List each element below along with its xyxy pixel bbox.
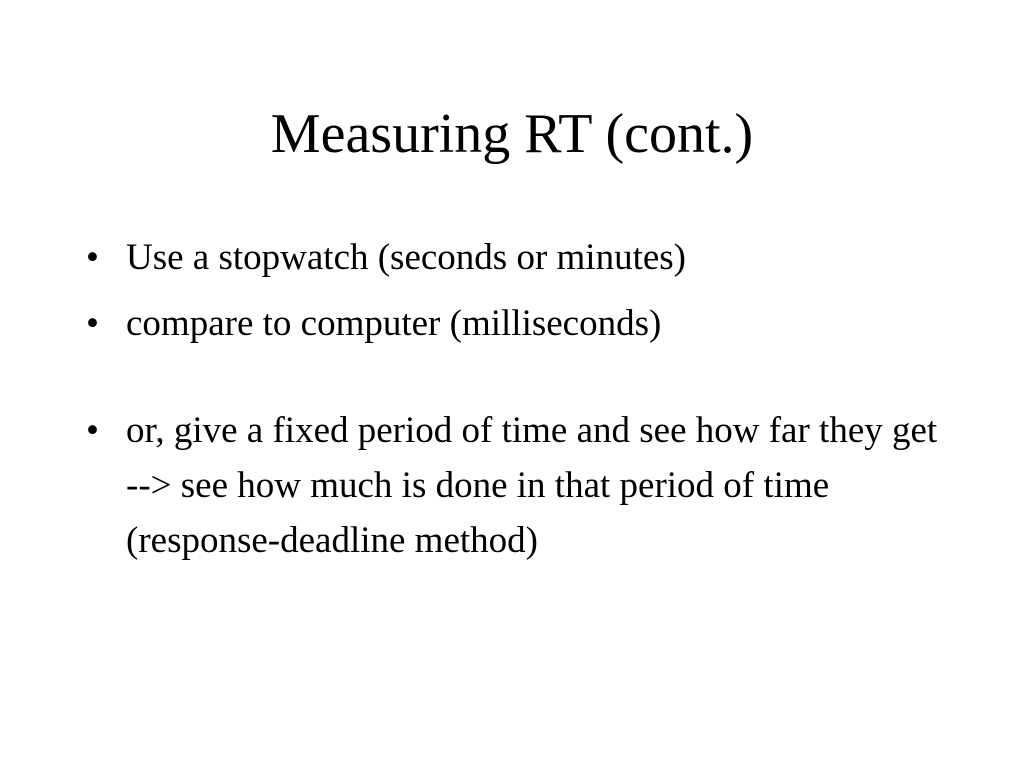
slide-title: Measuring RT (cont.) xyxy=(270,103,754,165)
bullet-text: Use a stopwatch (seconds or minutes) xyxy=(126,237,687,278)
bullet-icon: • xyxy=(86,237,99,278)
bullet-icon: • xyxy=(86,410,99,451)
bullet-item-response-deadline xyxy=(86,403,946,568)
bullet-icon: • xyxy=(86,303,99,344)
bullet-item-stopwatch xyxy=(86,230,946,285)
bullet-text: or, give a fixed period of time and see how far they get --> see how much is done in that period of time (response-deadline method) xyxy=(126,410,938,561)
bullet-item-computer xyxy=(86,296,946,351)
bullet-list xyxy=(86,230,946,579)
bullet-text: compare to computer (milliseconds) xyxy=(126,303,662,344)
